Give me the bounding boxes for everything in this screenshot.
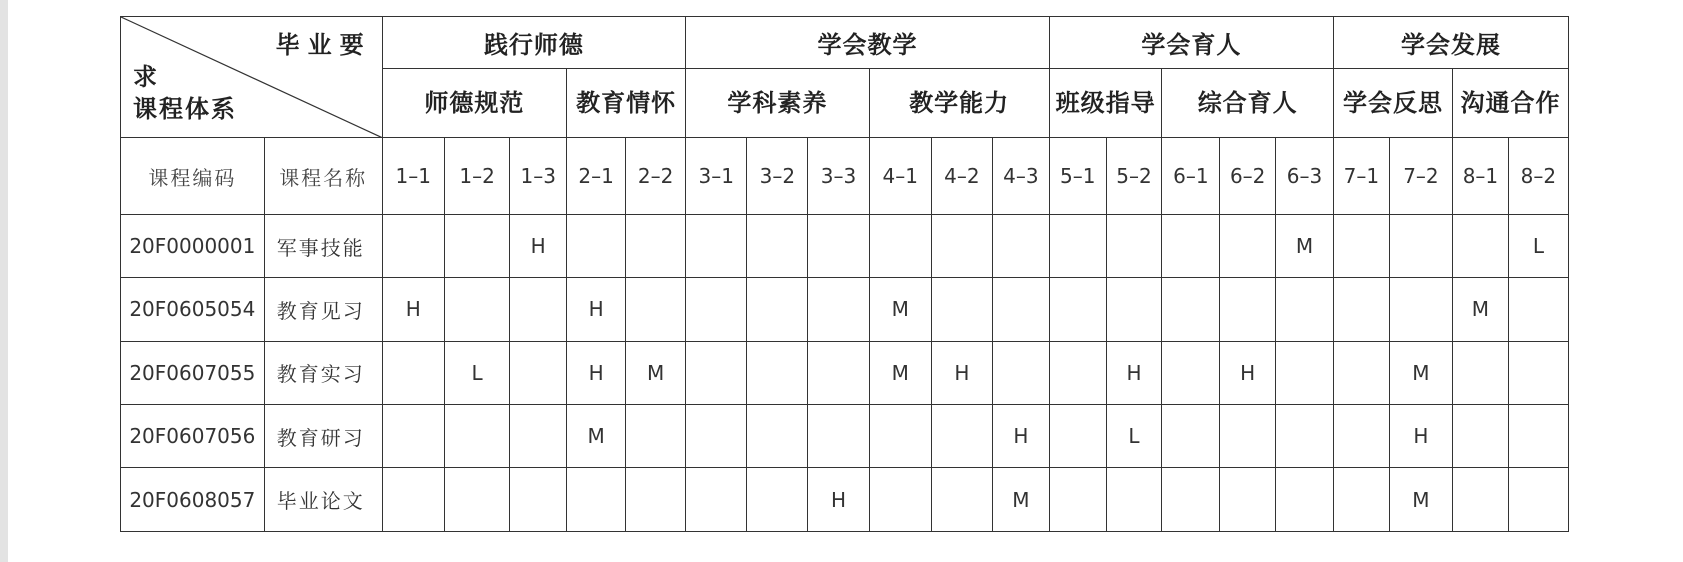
support-level-cell	[1334, 341, 1390, 404]
support-level-cell	[869, 468, 931, 532]
course-name: 毕业论文	[264, 468, 382, 532]
support-level-cell: M	[626, 341, 686, 404]
support-level-cell: M	[1389, 468, 1452, 532]
corner-label-requirement: 毕业要	[275, 31, 372, 59]
diagonal-header-cell	[121, 17, 383, 138]
indicator-header: 2–1	[567, 138, 626, 214]
support-level-cell	[869, 405, 931, 468]
indicator-header: 3–1	[686, 138, 747, 214]
support-level-cell	[1106, 278, 1162, 341]
support-level-cell: L	[1508, 214, 1568, 277]
course-code: 20F0607056	[121, 405, 265, 468]
support-level-cell	[444, 214, 509, 277]
support-level-cell	[747, 278, 808, 341]
support-level-cell	[992, 341, 1049, 404]
support-level-cell	[808, 405, 869, 468]
support-level-cell	[1276, 278, 1334, 341]
indicator-header: 1–1	[382, 138, 444, 214]
support-level-cell	[1334, 468, 1390, 532]
support-level-cell	[1220, 214, 1276, 277]
corner-label-course-system: 课程体系	[133, 95, 237, 123]
support-level-cell	[444, 468, 509, 532]
indicator-header: 4–2	[931, 138, 992, 214]
subgroup-header-3: 学科素养	[686, 68, 869, 138]
support-level-cell: L	[1106, 405, 1162, 468]
course-name: 军事技能	[264, 214, 382, 277]
support-level-cell	[567, 214, 626, 277]
support-level-cell	[1389, 214, 1452, 277]
support-level-cell	[567, 468, 626, 532]
support-level-cell: H	[808, 468, 869, 532]
support-level-cell: H	[567, 278, 626, 341]
indicator-header: 6–1	[1162, 138, 1220, 214]
indicator-header: 2–2	[626, 138, 686, 214]
indicator-header: 5–2	[1106, 138, 1162, 214]
support-level-cell	[1453, 214, 1509, 277]
support-level-cell	[1334, 405, 1390, 468]
subgroup-header-1: 师德规范	[382, 68, 566, 138]
indicator-header: 7–2	[1389, 138, 1452, 214]
support-level-cell	[510, 405, 567, 468]
indicator-header: 6–2	[1220, 138, 1276, 214]
group-header-row	[121, 17, 1569, 69]
support-level-cell	[1453, 468, 1509, 532]
support-level-cell	[931, 214, 992, 277]
course-name: 教育实习	[264, 341, 382, 404]
support-level-cell	[1049, 405, 1106, 468]
support-level-cell	[382, 468, 444, 532]
indicator-header: 8–2	[1508, 138, 1568, 214]
support-level-cell	[444, 405, 509, 468]
support-level-cell: M	[567, 405, 626, 468]
support-level-cell	[1162, 341, 1220, 404]
support-level-cell	[1453, 405, 1509, 468]
support-level-cell	[1453, 341, 1509, 404]
course-code: 20F0607055	[121, 341, 265, 404]
group-header-4: 学会发展	[1334, 17, 1569, 69]
course-name: 教育见习	[264, 278, 382, 341]
subgroup-header-4: 教学能力	[869, 68, 1049, 138]
indicator-header: 3–2	[747, 138, 808, 214]
support-level-cell	[686, 214, 747, 277]
support-level-cell	[808, 341, 869, 404]
support-level-cell	[382, 341, 444, 404]
support-level-cell	[1162, 405, 1220, 468]
course-row	[121, 468, 1569, 532]
group-header-1: 践行师德	[382, 17, 686, 69]
support-level-cell	[1508, 278, 1568, 341]
support-level-cell: H	[1389, 405, 1452, 468]
support-level-cell	[747, 214, 808, 277]
indicator-header: 6–3	[1276, 138, 1334, 214]
course-code: 20F0605054	[121, 278, 265, 341]
support-level-cell	[510, 341, 567, 404]
support-level-cell	[992, 278, 1049, 341]
support-level-cell	[1220, 405, 1276, 468]
corner-label-requirement-tail: 求	[133, 63, 157, 91]
support-level-cell	[1334, 214, 1390, 277]
course-code: 20F0608057	[121, 468, 265, 532]
indicator-header: 5–1	[1049, 138, 1106, 214]
indicator-header: 8–1	[1453, 138, 1509, 214]
support-level-cell: H	[1106, 341, 1162, 404]
support-level-cell	[686, 468, 747, 532]
support-level-cell: L	[444, 341, 509, 404]
support-level-cell	[747, 405, 808, 468]
support-level-cell	[1049, 278, 1106, 341]
support-level-cell	[1106, 468, 1162, 532]
indicator-header: 4–3	[992, 138, 1049, 214]
support-level-cell	[992, 214, 1049, 277]
course-row	[121, 341, 1569, 404]
support-level-cell: M	[992, 468, 1049, 532]
support-level-cell: H	[382, 278, 444, 341]
column-label-course-name: 课程名称	[264, 138, 382, 214]
support-level-cell	[1162, 278, 1220, 341]
support-level-cell: M	[869, 278, 931, 341]
support-level-cell	[1220, 468, 1276, 532]
group-header-3: 学会育人	[1049, 17, 1333, 69]
subgroup-header-5: 班级指导	[1049, 68, 1162, 138]
support-level-cell	[808, 214, 869, 277]
support-level-cell: H	[1220, 341, 1276, 404]
support-level-cell	[931, 278, 992, 341]
subgroup-header-7: 学会反思	[1334, 68, 1453, 138]
support-level-cell: M	[869, 341, 931, 404]
course-requirement-matrix	[120, 16, 1569, 532]
support-level-cell	[1276, 405, 1334, 468]
support-level-cell	[1106, 214, 1162, 277]
support-level-cell	[686, 341, 747, 404]
support-level-cell	[747, 468, 808, 532]
support-level-cell	[444, 278, 509, 341]
support-level-cell	[1162, 468, 1220, 532]
course-code: 20F0000001	[121, 214, 265, 277]
support-level-cell	[1162, 214, 1220, 277]
support-level-cell	[1508, 405, 1568, 468]
viewer-left-margin	[0, 0, 8, 562]
subgroup-header-2: 教育情怀	[567, 68, 686, 138]
support-level-cell	[382, 214, 444, 277]
support-level-cell: M	[1389, 341, 1452, 404]
support-level-cell	[1049, 468, 1106, 532]
support-level-cell	[686, 278, 747, 341]
support-level-cell	[1508, 341, 1568, 404]
course-row	[121, 214, 1569, 277]
support-level-cell	[931, 405, 992, 468]
indicator-header-row	[121, 138, 1569, 214]
support-level-cell	[1334, 278, 1390, 341]
support-level-cell	[1049, 214, 1106, 277]
support-level-cell	[1389, 278, 1452, 341]
support-level-cell: H	[510, 214, 567, 277]
support-level-cell: H	[992, 405, 1049, 468]
support-level-cell: M	[1276, 214, 1334, 277]
support-level-cell: M	[1453, 278, 1509, 341]
support-level-cell: H	[931, 341, 992, 404]
indicator-header: 1–3	[510, 138, 567, 214]
support-level-cell	[626, 214, 686, 277]
support-level-cell	[686, 405, 747, 468]
support-level-cell	[1049, 341, 1106, 404]
support-level-cell	[1276, 341, 1334, 404]
support-level-cell	[510, 468, 567, 532]
subgroup-header-6: 综合育人	[1162, 68, 1334, 138]
support-level-cell: H	[567, 341, 626, 404]
support-level-cell	[869, 214, 931, 277]
support-level-cell	[747, 341, 808, 404]
group-header-2: 学会教学	[686, 17, 1050, 69]
support-level-cell	[626, 468, 686, 532]
support-level-cell	[1220, 278, 1276, 341]
course-row	[121, 278, 1569, 341]
support-level-cell	[626, 405, 686, 468]
course-row	[121, 405, 1569, 468]
subgroup-header-8: 沟通合作	[1453, 68, 1569, 138]
support-level-cell	[626, 278, 686, 341]
support-level-cell	[1276, 468, 1334, 532]
document-page	[8, 0, 1683, 562]
column-label-course-code: 课程编码	[121, 138, 265, 214]
indicator-header: 4–1	[869, 138, 931, 214]
indicator-header: 7–1	[1334, 138, 1390, 214]
support-level-cell	[382, 405, 444, 468]
indicator-header: 1–2	[444, 138, 509, 214]
support-level-cell	[931, 468, 992, 532]
support-level-cell	[510, 278, 567, 341]
indicator-header: 3–3	[808, 138, 869, 214]
course-name: 教育研习	[264, 405, 382, 468]
support-level-cell	[1508, 468, 1568, 532]
support-level-cell	[808, 278, 869, 341]
